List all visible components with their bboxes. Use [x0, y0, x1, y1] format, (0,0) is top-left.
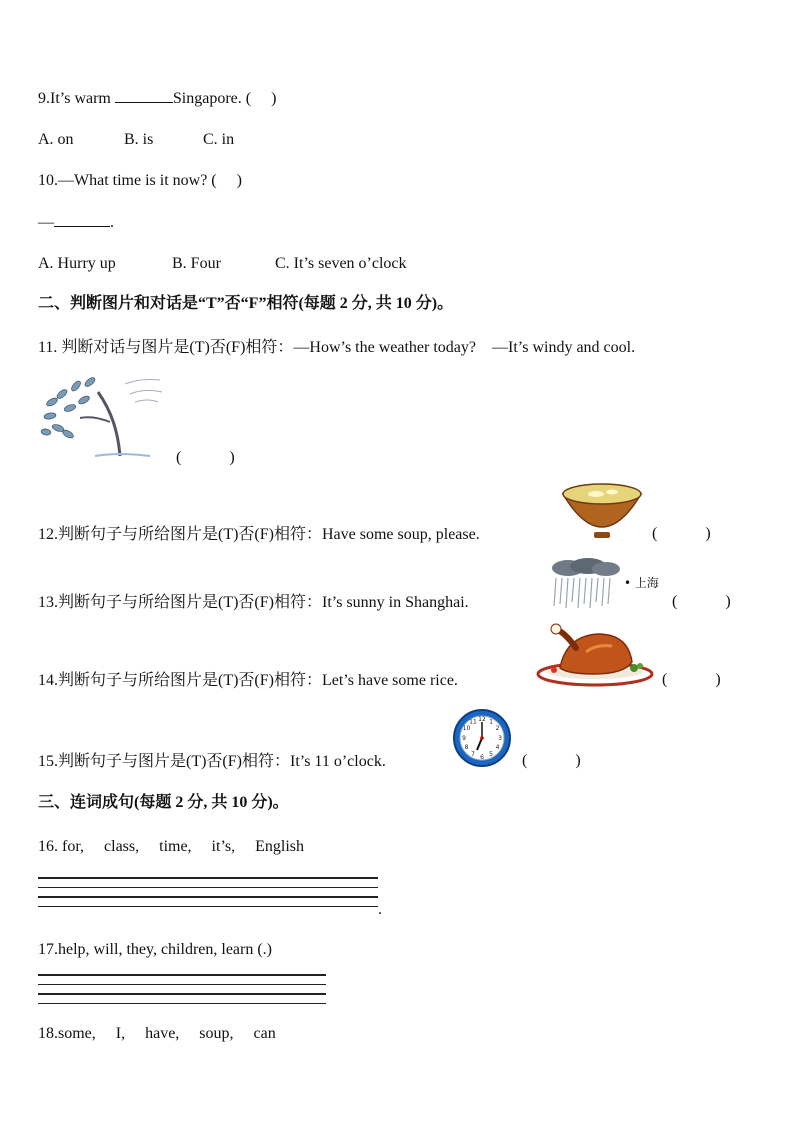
question-14-text: 14.判断句子与所给图片是(T)否(F)相符：Let’s have some rice.: [38, 672, 458, 689]
clock-number: 3: [498, 735, 502, 742]
answer-parentheses[interactable]: ( ): [652, 525, 711, 542]
question-10-stem: 10.—What time is it now? ( ): [38, 172, 242, 189]
clock-number: 4: [495, 744, 500, 751]
question-15-text: 15.判断句子与图片是(T)否(F)相符：It’s 11 o’clock.: [38, 753, 386, 770]
question-16-text: 16. for, class, time, it’s, English: [38, 838, 305, 855]
section-3-title: 三、连词成句(每题 2 分, 共 10 分)。: [38, 794, 289, 811]
option-c[interactable]: C. It’s seven o’clock: [275, 255, 407, 272]
clock-number: 6: [480, 754, 484, 761]
writing-line: [38, 906, 378, 908]
writing-line: [38, 896, 378, 898]
question-11-text: 11. 判断对话与图片是(T)否(F)相符：—How’s the weather today? —It’s windy and cool.: [38, 339, 636, 356]
question-9-text-tail: Singapore. ( ): [172, 90, 277, 107]
answer-parentheses[interactable]: ( ): [672, 593, 731, 610]
clock-number: 9: [462, 735, 466, 742]
clock-number: 1: [489, 718, 493, 726]
option-b[interactable]: B. Four: [172, 255, 221, 272]
roast-chicken-icon: [536, 622, 654, 688]
answer-blank[interactable]: [54, 212, 110, 227]
clock-number: 7: [471, 751, 475, 758]
question-9-stem: [38, 88, 276, 109]
option-b[interactable]: B. is: [124, 131, 154, 148]
question-10-options: [38, 254, 407, 274]
question-10-answer-line: [38, 212, 114, 233]
clock-number: 11: [469, 718, 477, 726]
option-c[interactable]: C. in: [203, 131, 235, 148]
clock-number: 12: [478, 716, 486, 723]
answer-parentheses[interactable]: ( ): [522, 752, 581, 769]
answer-writing-lines[interactable]: [38, 974, 326, 1012]
clock-icon: [452, 708, 512, 768]
section-2-title: 二、判断图片和对话是“T”否“F”相符(每题 2 分, 共 10 分)。: [38, 295, 454, 312]
clock-number: 10: [462, 725, 471, 732]
writing-line: [38, 984, 326, 986]
writing-line: [38, 993, 326, 995]
answer-writing-lines[interactable]: [38, 877, 378, 915]
dash: —: [38, 214, 54, 231]
question-17-text: 17.help, will, they, children, learn (.): [38, 941, 272, 958]
clock-number: 5: [489, 751, 493, 758]
question-12-text: 12.判断句子与所给图片是(T)否(F)相符：Have some soup, please.: [38, 526, 480, 543]
answer-parentheses[interactable]: ( ): [176, 449, 235, 466]
city-label: • 上海: [624, 576, 659, 590]
end-period: .: [378, 901, 382, 918]
question-13-text: 13.判断句子与所给图片是(T)否(F)相符：It’s sunny in Shanghai.: [38, 594, 469, 611]
clock-number: 2: [495, 725, 500, 732]
question-9-text: 9.It’s warm: [38, 90, 115, 107]
question-9-options: [38, 130, 234, 150]
option-a[interactable]: A. Hurry up: [38, 255, 116, 272]
writing-line: [38, 877, 378, 879]
clock-number: 8: [464, 744, 469, 751]
writing-line: [38, 887, 378, 889]
writing-line: [38, 1003, 326, 1005]
answer-parentheses[interactable]: ( ): [662, 671, 721, 688]
option-a[interactable]: A. on: [38, 131, 74, 148]
period: .: [110, 214, 114, 231]
rain-cloud-icon: [548, 558, 622, 610]
question-18-text: 18.some, I, have, soup, can: [38, 1025, 276, 1042]
soup-bowl-icon: [560, 480, 644, 542]
answer-blank[interactable]: [115, 88, 173, 103]
writing-line: [38, 974, 326, 976]
windy-tree-icon: [40, 372, 165, 460]
